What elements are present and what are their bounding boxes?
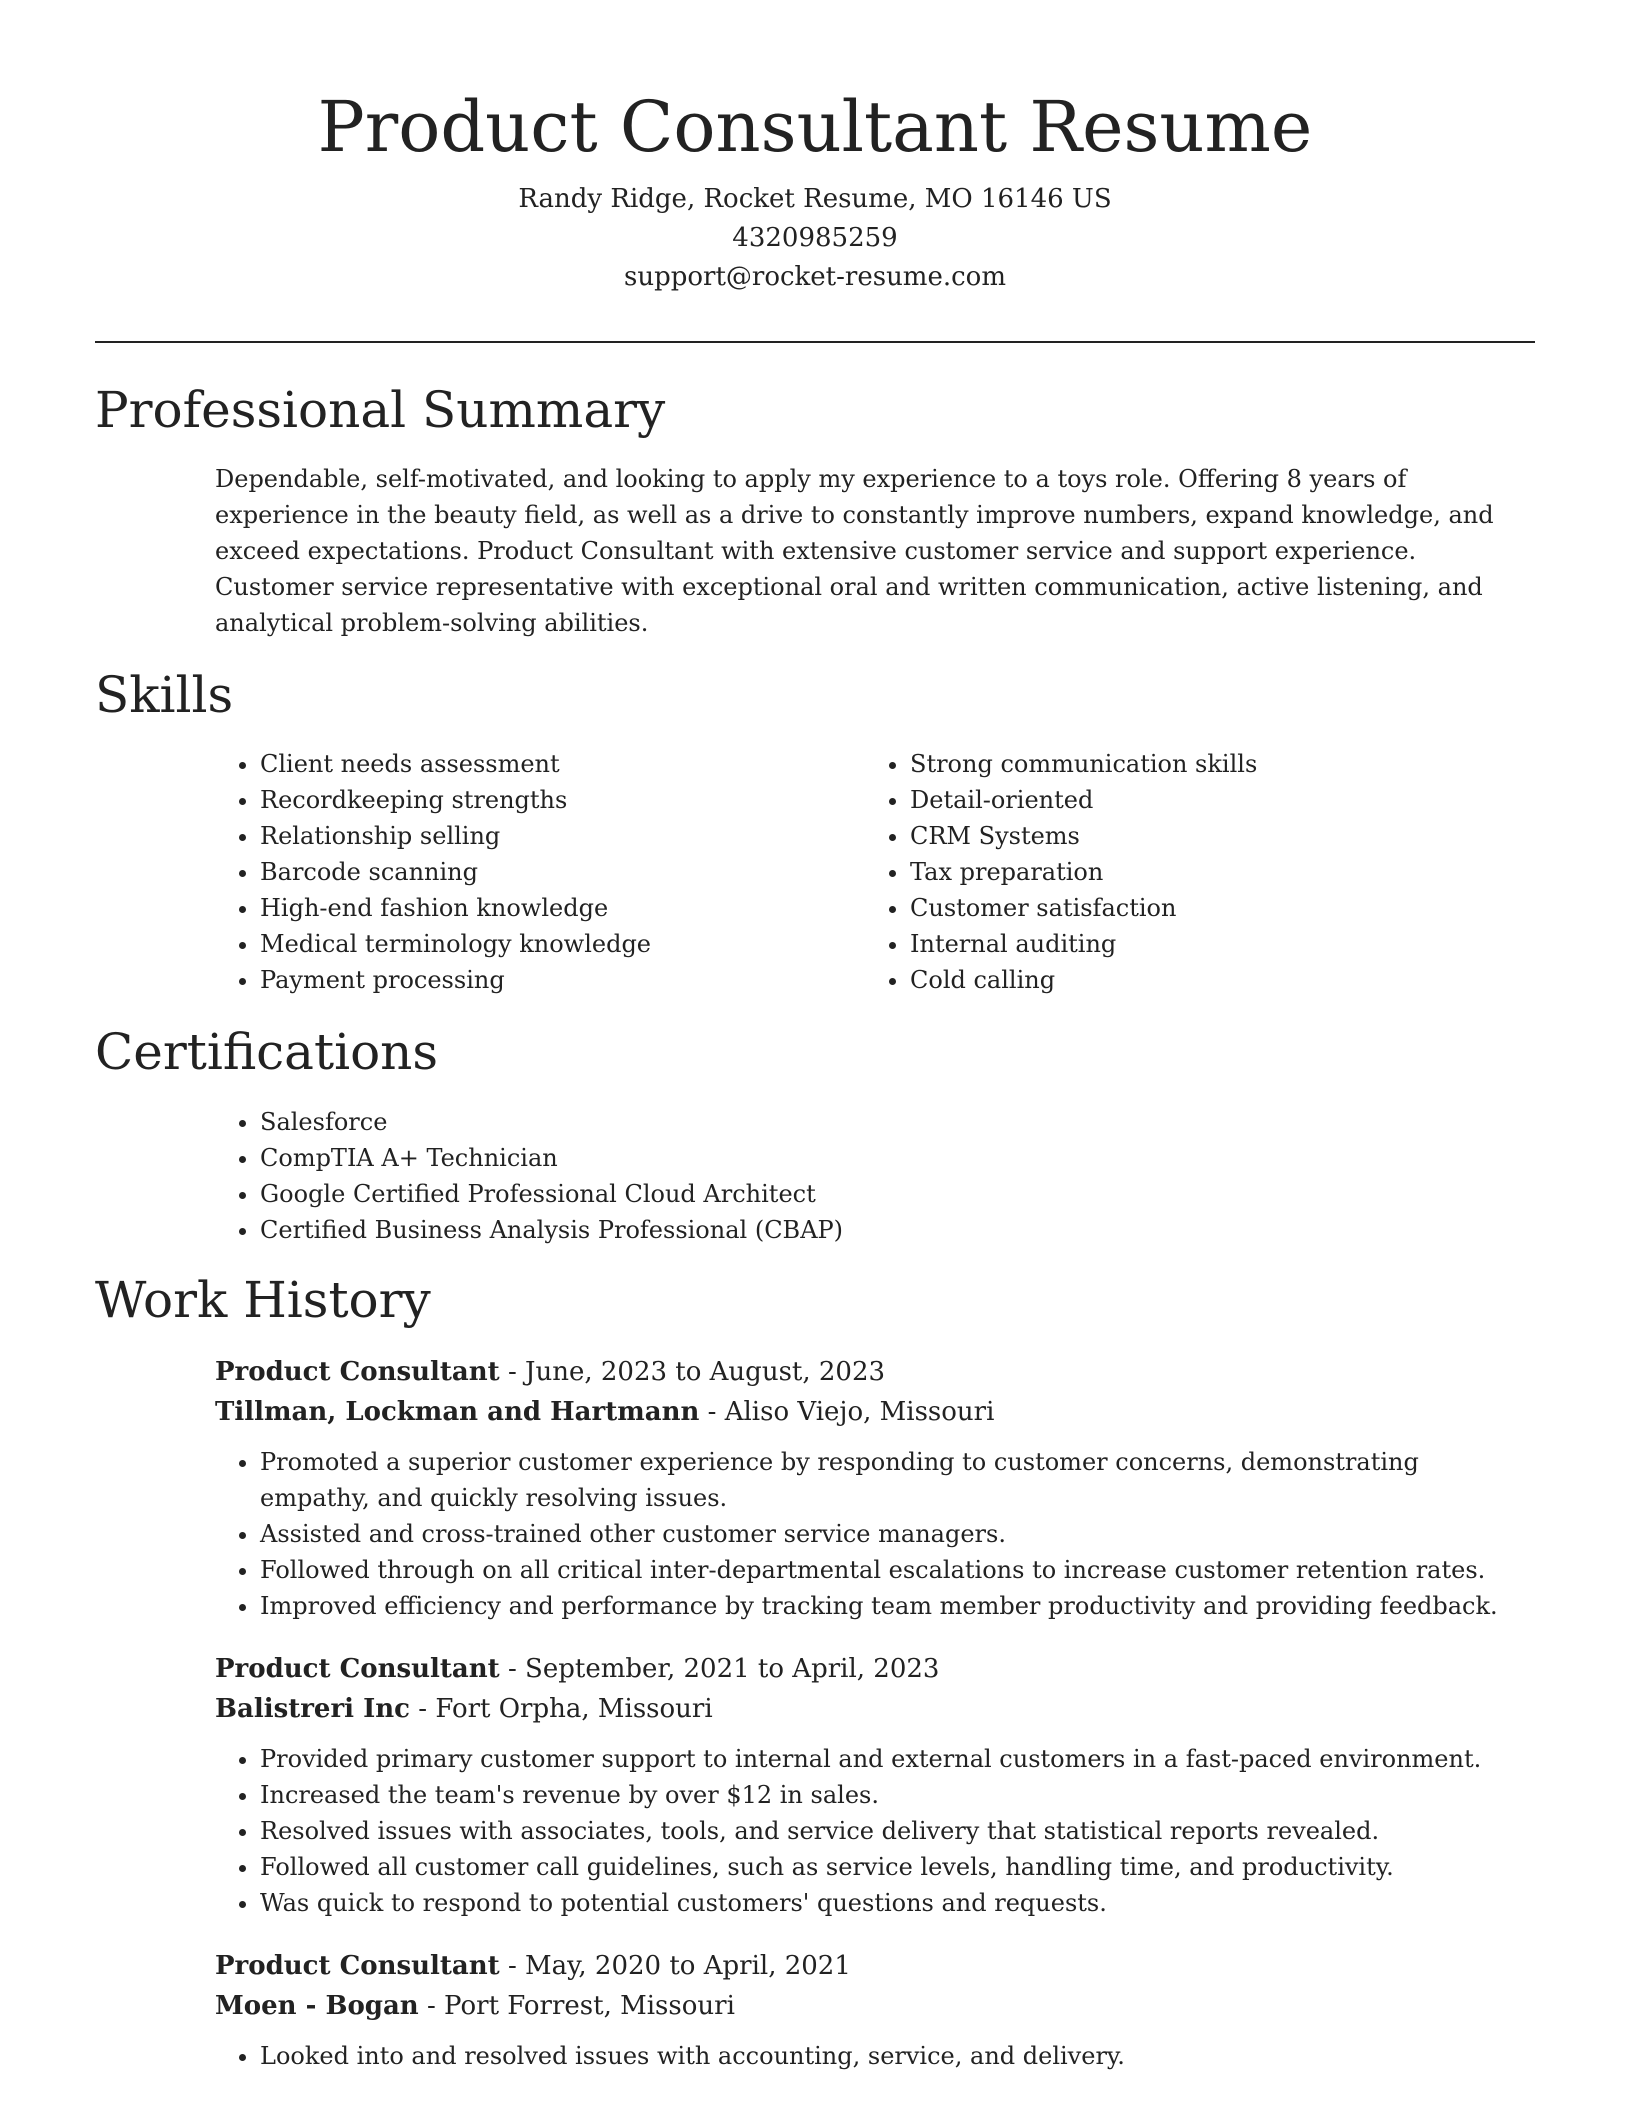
resume-header — [95, 82, 1535, 297]
job-separator: - — [499, 1357, 526, 1387]
skill-item: • Detail-oriented — [910, 782, 1515, 818]
certification-item: • Certified Business Analysis Professional (CBAP) — [260, 1212, 1535, 1248]
job-bullet: • Promoted a superior customer experience by responding to customer concerns, demonstrating empathy, and quickly resolving issues. — [260, 1444, 1535, 1516]
certifications-list — [215, 1104, 1535, 1248]
skill-item: • Tax preparation — [910, 854, 1515, 890]
job-separator: - — [499, 1654, 526, 1684]
certifications-body — [215, 1104, 1535, 1248]
skills-column-right — [865, 746, 1515, 998]
contact-block — [95, 180, 1535, 297]
job-company: Tillman, Lockman and Hartmann — [215, 1397, 700, 1427]
contact-email: support@rocket-resume.com — [623, 262, 1006, 292]
job-bullet: • Was quick to respond to potential customers' questions and requests. — [260, 1885, 1535, 1921]
certification-item: • Salesforce — [260, 1104, 1535, 1140]
job-entry — [215, 1352, 1535, 1624]
skill-item: • Internal auditing — [910, 926, 1515, 962]
job-bullet-list — [215, 2038, 1535, 2074]
skill-item: • Medical terminology knowledge — [260, 926, 865, 962]
skill-item: • Strong communication skills — [910, 746, 1515, 782]
job-company-line — [215, 1392, 1535, 1432]
contact-phone: 4320985259 — [732, 223, 898, 253]
job-bullet: • Provided primary customer support to internal and external customers in a fast-paced environment. — [260, 1741, 1535, 1777]
job-company-line — [215, 1986, 1535, 2026]
skill-item: • Customer satisfaction — [910, 890, 1515, 926]
job-bullet: • Looked into and resolved issues with accounting, service, and delivery. — [260, 2038, 1535, 2074]
job-company: Moen - Bogan — [215, 1991, 419, 2021]
job-location: Aliso Viejo, Missouri — [724, 1397, 995, 1427]
header-divider — [95, 341, 1535, 343]
job-bullet: • Increased the team's revenue by over $12 in sales. — [260, 1777, 1535, 1813]
job-dates: May, 2020 to April, 2021 — [525, 1951, 851, 1981]
job-title: Product Consultant — [215, 1951, 500, 1981]
job-dates: September, 2021 to April, 2023 — [525, 1654, 940, 1684]
job-title-line — [215, 1352, 1535, 1392]
job-separator: - — [418, 1991, 445, 2021]
work-history-heading: Work History — [95, 1271, 431, 1329]
job-bullet: • Followed through on all critical inter-departmental escalations to increase customer retention rates. — [260, 1552, 1535, 1588]
skills-grid — [215, 746, 1535, 998]
job-bullet-list — [215, 1741, 1535, 1921]
job-title-line — [215, 1649, 1535, 1689]
skill-item: • Recordkeeping strengths — [260, 782, 865, 818]
job-separator: - — [699, 1397, 725, 1427]
certification-item: • CompTIA A+ Technician — [260, 1140, 1535, 1176]
job-separator: - — [410, 1694, 436, 1724]
resume-title: Product Consultant Resume — [317, 86, 1313, 168]
job-bullet: • Followed all customer call guidelines, such as service levels, handling time, and productivity. — [260, 1849, 1535, 1885]
job-bullet: • Resolved issues with associates, tools, and service delivery that statistical reports revealed. — [260, 1813, 1535, 1849]
job-title: Product Consultant — [215, 1357, 500, 1387]
skill-item: • Cold calling — [910, 962, 1515, 998]
job-company: Balistreri Inc — [215, 1694, 410, 1724]
summary-text: Dependable, self-motivated, and looking to apply my experience to a toys role. Offering 8 years of experience in the beauty field, as well as a drive to constantly improve numbers, expand knowledge, and exceed expectations. Product Consultant with extensive customer service and support experience. Customer service representative with exceptional oral and written communication, active listening, and analytical problem-solving abilities. — [215, 465, 1494, 637]
summary-heading: Professional Summary — [95, 381, 666, 439]
summary-body — [215, 461, 1535, 641]
skill-item: • Payment processing — [260, 962, 865, 998]
certifications-heading: Certifications — [95, 1023, 439, 1081]
job-entry — [215, 1946, 1535, 2074]
skill-item: • Client needs assessment — [260, 746, 865, 782]
skills-heading: Skills — [95, 666, 234, 724]
contact-address: Randy Ridge, Rocket Resume, MO 16146 US — [518, 184, 1112, 214]
job-bullet: • Improved efficiency and performance by tracking team member productivity and providing feedback. — [260, 1588, 1535, 1624]
job-title-line — [215, 1946, 1535, 1986]
job-company-line — [215, 1689, 1535, 1729]
job-bullets — [215, 1444, 1535, 1624]
job-bullets — [215, 1741, 1535, 1921]
job-location: Port Forrest, Missouri — [444, 1991, 735, 2021]
skills-list-right — [865, 746, 1515, 998]
skills-list-left — [215, 746, 865, 998]
skill-item: • High-end fashion knowledge — [260, 890, 865, 926]
job-separator: - — [499, 1951, 526, 1981]
job-bullets — [215, 2038, 1535, 2074]
job-dates: June, 2023 to August, 2023 — [525, 1357, 886, 1387]
job-title: Product Consultant — [215, 1654, 500, 1684]
skill-item: • Barcode scanning — [260, 854, 865, 890]
job-bullet-list — [215, 1444, 1535, 1624]
certification-item: • Google Certified Professional Cloud Architect — [260, 1176, 1535, 1212]
skill-item: • Relationship selling — [260, 818, 865, 854]
skills-column-left — [215, 746, 865, 998]
job-bullet: • Assisted and cross-trained other customer service managers. — [260, 1516, 1535, 1552]
skills-body — [215, 746, 1535, 998]
skill-item: • CRM Systems — [910, 818, 1515, 854]
job-entry — [215, 1649, 1535, 1921]
work-history-body — [215, 1352, 1535, 2099]
job-location: Fort Orpha, Missouri — [435, 1694, 713, 1724]
